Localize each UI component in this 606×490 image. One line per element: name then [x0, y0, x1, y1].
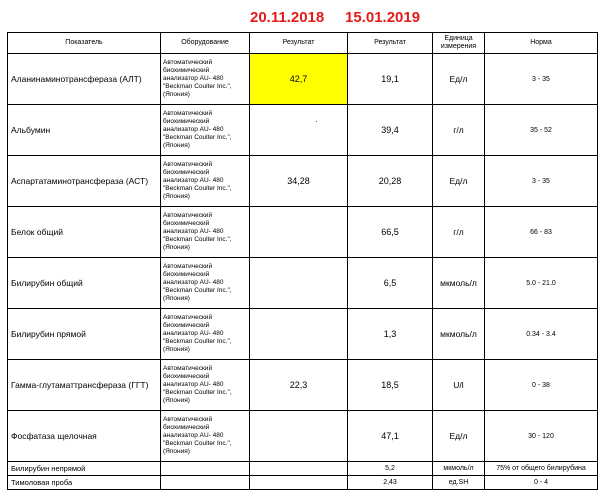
result-1-cell: [250, 207, 348, 258]
norm-cell: 0.34 - 3.4: [485, 309, 598, 360]
table-row: [8, 411, 598, 462]
indicator-name: Тимоловая проба: [8, 476, 161, 490]
equipment-cell: [161, 476, 250, 490]
column-header-result-2: Результат: [348, 33, 433, 54]
unit-cell: г/л: [433, 207, 485, 258]
equipment-cell: Автоматический биохимический анализатор AU- 480 "Beckman Coulter Inc.", (Япония): [161, 54, 250, 105]
table-row: [8, 462, 598, 476]
equipment-cell: Автоматический биохимический анализатор AU- 480 "Beckman Coulter Inc.", (Япония): [161, 360, 250, 411]
table-row: [8, 360, 598, 411]
unit-cell: г/л: [433, 105, 485, 156]
indicator-name: Билирубин непрямой: [8, 462, 161, 476]
table-row: [8, 207, 598, 258]
unit-cell: U/l: [433, 360, 485, 411]
result-1-cell: [250, 258, 348, 309]
norm-cell: 0 - 38: [485, 360, 598, 411]
stray-dot: [316, 121, 317, 122]
unit-cell: Ед/л: [433, 411, 485, 462]
indicator-name: Фосфатаза щелочная: [8, 411, 161, 462]
result-2-cell: 18,5: [348, 360, 433, 411]
equipment-cell: Автоматический биохимический анализатор AU- 480 "Beckman Coulter Inc.", (Япония): [161, 156, 250, 207]
norm-cell: 3 - 35: [485, 156, 598, 207]
indicator-name: Аланинаминотрансфераза (АЛТ): [8, 54, 161, 105]
column-header-unit: Единица измерения: [433, 33, 485, 54]
column-header-equipment: Оборудование: [161, 33, 250, 54]
table-row: [8, 156, 598, 207]
unit-cell: мкмоль/л: [433, 462, 485, 476]
indicator-name: Аспартатаминотрансфераза (АСТ): [8, 156, 161, 207]
result-2-cell: 47,1: [348, 411, 433, 462]
indicator-name: Белок общий: [8, 207, 161, 258]
result-2-cell: 1,3: [348, 309, 433, 360]
result-2-cell: 5,2: [348, 462, 433, 476]
table-row: [8, 258, 598, 309]
result-1-cell: [250, 476, 348, 490]
column-header-norm: Норма: [485, 33, 598, 54]
table-row: [8, 476, 598, 490]
result-2-cell: 2,43: [348, 476, 433, 490]
unit-cell: Ед/л: [433, 54, 485, 105]
lab-results-table: [7, 32, 598, 490]
result-1-cell: [250, 462, 348, 476]
result-1-cell: [250, 105, 348, 156]
norm-cell: 0 - 4: [485, 476, 598, 490]
unit-cell: Ед/л: [433, 156, 485, 207]
unit-cell: ед.SH: [433, 476, 485, 490]
result-1-cell: 22,3: [250, 360, 348, 411]
result-1-cell: 42,7: [250, 54, 348, 105]
unit-cell: мкмоль/л: [433, 258, 485, 309]
table-row: [8, 309, 598, 360]
indicator-name: Билирубин общий: [8, 258, 161, 309]
equipment-cell: [161, 462, 250, 476]
norm-cell: 66 - 83: [485, 207, 598, 258]
result-2-cell: 19,1: [348, 54, 433, 105]
unit-cell: мкмоль/л: [433, 309, 485, 360]
column-header-result-1: Результат: [250, 33, 348, 54]
equipment-cell: Автоматический биохимический анализатор AU- 480 "Beckman Coulter Inc.", (Япония): [161, 207, 250, 258]
column-header-indicator: Показатель: [8, 33, 161, 54]
norm-cell: 30 - 120: [485, 411, 598, 462]
norm-cell: 5.0 - 21.0: [485, 258, 598, 309]
equipment-cell: Автоматический биохимический анализатор AU- 480 "Beckman Coulter Inc.", (Япония): [161, 309, 250, 360]
result-2-cell: 6,5: [348, 258, 433, 309]
second-test-date: 15.01.2019: [345, 9, 421, 26]
result-2-cell: 66,5: [348, 207, 433, 258]
result-1-cell: 34,28: [250, 156, 348, 207]
table-row: [8, 105, 598, 156]
table-row: [8, 54, 598, 105]
result-2-cell: 39,4: [348, 105, 433, 156]
indicator-name: Билирубин прямой: [8, 309, 161, 360]
indicator-name: Гамма-глутаматтрансфераза (ГГТ): [8, 360, 161, 411]
norm-cell: 35 - 52: [485, 105, 598, 156]
norm-cell: 3 - 35: [485, 54, 598, 105]
result-2-cell: 20,28: [348, 156, 433, 207]
indicator-name: Альбумин: [8, 105, 161, 156]
norm-cell: 75% от общего билирубина: [485, 462, 598, 476]
result-1-cell: [250, 309, 348, 360]
equipment-cell: Автоматический биохимический анализатор AU- 480 "Beckman Coulter Inc.", (Япония): [161, 105, 250, 156]
report-dates: [0, 9, 606, 29]
first-test-date: 20.11.2018: [250, 9, 325, 26]
equipment-cell: Автоматический биохимический анализатор AU- 480 "Beckman Coulter Inc.", (Япония): [161, 411, 250, 462]
result-1-cell: [250, 411, 348, 462]
table-header-row: [8, 33, 598, 54]
equipment-cell: Автоматический биохимический анализатор AU- 480 "Beckman Coulter Inc.", (Япония): [161, 258, 250, 309]
